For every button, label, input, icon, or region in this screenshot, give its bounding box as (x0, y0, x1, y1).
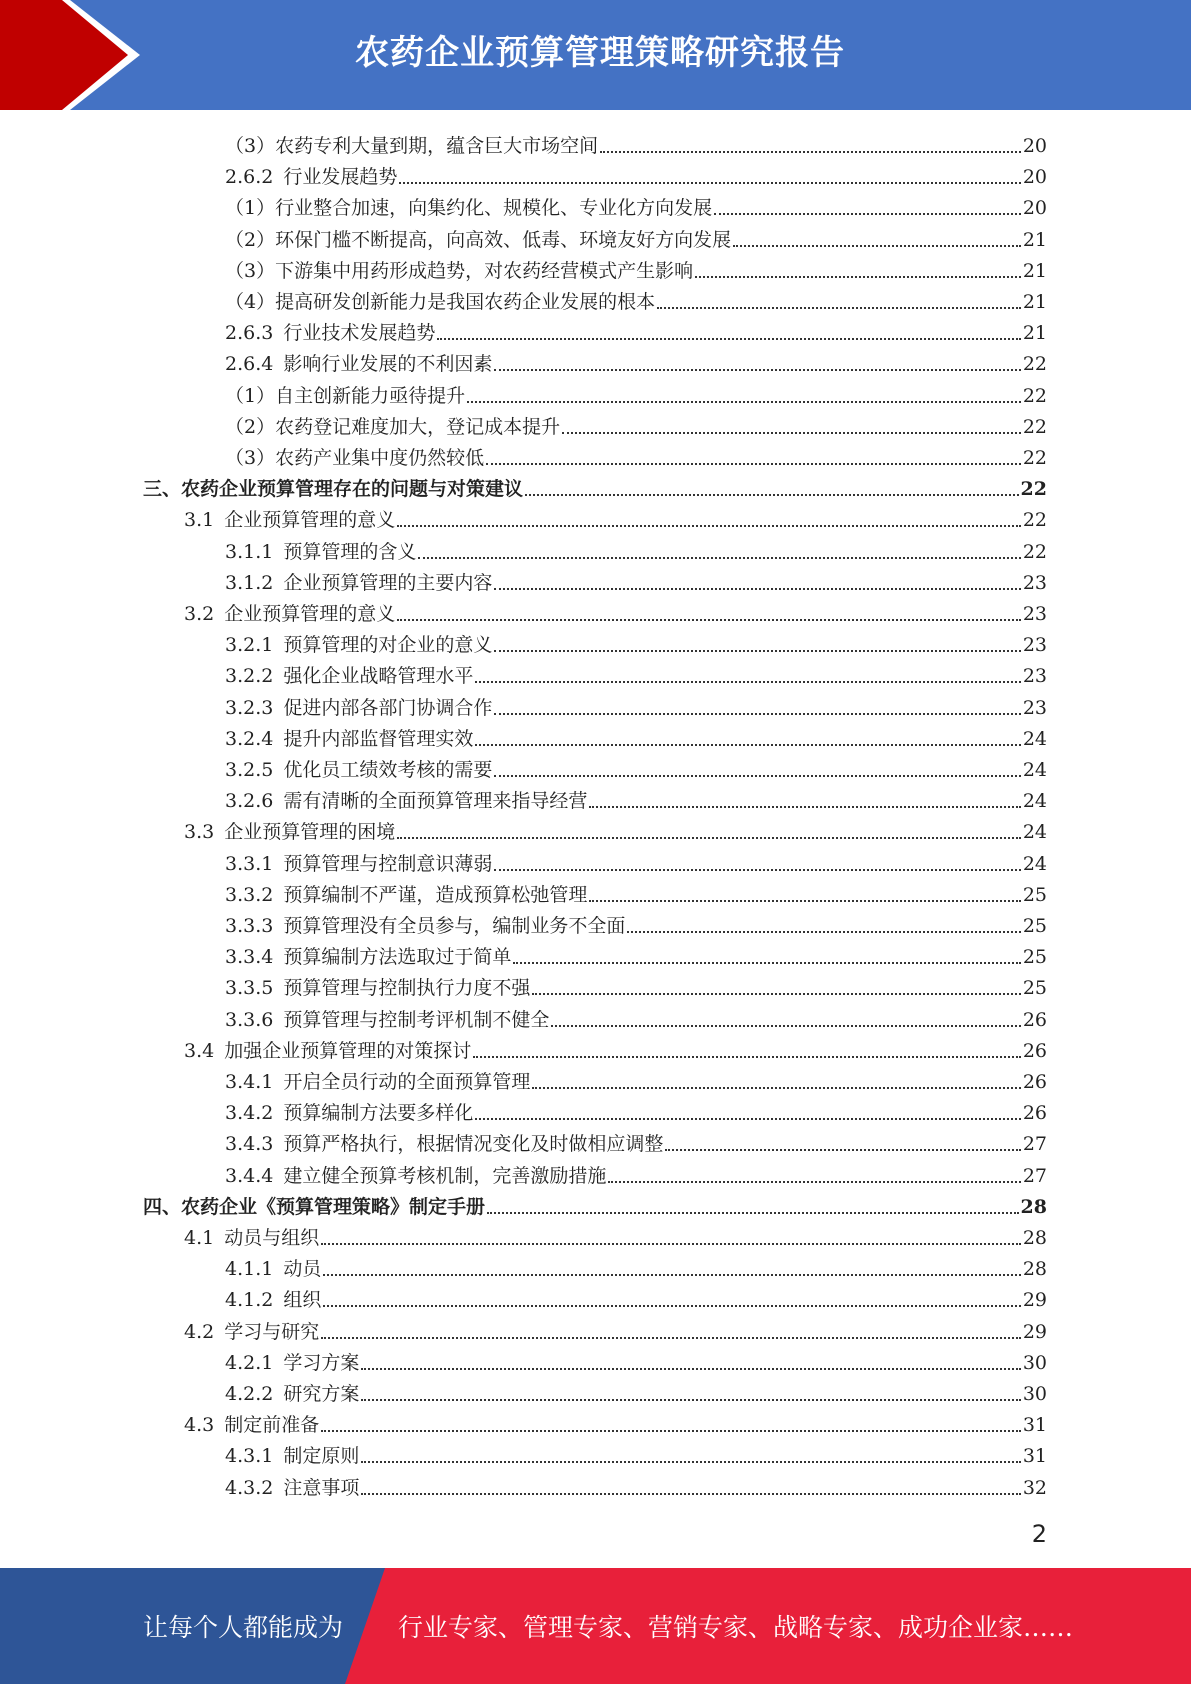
toc-entry[interactable] (225, 1282, 1047, 1312)
toc-entry-label: 预算严格执行，根据情况变化及时做相应调整 (283, 1133, 664, 1156)
toc-entry[interactable] (225, 721, 1047, 751)
toc-entry-page: 25 (1022, 977, 1047, 1000)
toc-entry-page: 26 (1022, 1039, 1047, 1062)
toc-entry-label: （3）下游集中用药形成趋势，对农药经营模式产生影响 (225, 259, 694, 282)
toc-entry-number: 3.2.1 (225, 634, 274, 657)
toc-entry-page: 21 (1022, 259, 1047, 282)
toc-entry-page: 23 (1022, 603, 1047, 625)
toc-entry[interactable] (184, 596, 1047, 626)
toc-dot-leader (551, 1024, 1020, 1027)
toc-dot-leader (657, 306, 1021, 309)
toc-entry-label: （1）自主创新能力亟待提升 (225, 384, 466, 407)
toc-entry[interactable] (225, 128, 1047, 158)
toc-entry-label: 优化员工绩效考核的需要 (283, 759, 493, 781)
toc-dot-leader (321, 1336, 1021, 1339)
toc-dot-leader (475, 680, 1020, 683)
toc-entry-label: （2）农药登记难度加大，登记成本提升 (225, 415, 561, 438)
toc-dot-leader (532, 992, 1020, 995)
toc-dot-leader (361, 1367, 1020, 1370)
toc-entry-number: 3.4.2 (225, 1102, 274, 1125)
toc-dot-leader (323, 1273, 1020, 1276)
toc-dot-leader (473, 1055, 1021, 1058)
toc-entry-label: （4）提高研发创新能力是我国农药企业发展的根本 (225, 291, 656, 313)
toc-entry-label: 企业预算管理的困境 (224, 821, 396, 844)
toc-entry[interactable] (225, 1470, 1047, 1500)
toc-dot-leader (361, 1460, 1020, 1463)
toc-entry[interactable] (225, 1345, 1047, 1375)
toc-entry-number: 3.3.2 (225, 883, 274, 906)
toc-entry[interactable] (225, 877, 1047, 907)
toc-entry-label: 注意事项 (283, 1476, 360, 1499)
toc-dot-leader (494, 368, 1020, 371)
toc-entry[interactable] (225, 253, 1047, 283)
toc-entry[interactable] (143, 471, 1047, 501)
toc-entry-page: 26 (1022, 1008, 1047, 1031)
toc-entry-page: 29 (1022, 1289, 1047, 1312)
toc-entry-label: （1）行业整合加速，向集约化、规模化、专业化方向发展 (225, 197, 713, 220)
toc-entry[interactable] (225, 1126, 1047, 1156)
toc-entry-label: （2）环保门槛不断提高，向高效、低毒、环境友好方向发展 (225, 228, 732, 251)
toc-entry-page: 31 (1022, 1414, 1047, 1437)
toc-dot-leader (665, 1148, 1020, 1151)
page-header (0, 0, 1191, 110)
toc-entry-page: 22 (1022, 415, 1047, 438)
toc-entry-number: 3.4 (184, 1039, 215, 1062)
toc-entry-page: 21 (1022, 228, 1047, 251)
toc-dot-leader (321, 1429, 1021, 1432)
toc-entry[interactable] (225, 752, 1047, 782)
toc-entry-page: 29 (1022, 1320, 1047, 1343)
toc-dot-leader (475, 743, 1020, 746)
toc-entry-page: 28 (1022, 1258, 1047, 1281)
toc-entry-label: 三、农药企业预算管理存在的问题与对策建议 (143, 478, 524, 501)
toc-entry-number: 3.3.4 (225, 946, 274, 969)
toc-entry-label: 企业预算管理的意义 (224, 509, 396, 532)
toc-entry[interactable] (225, 315, 1047, 345)
toc-entry-number: 3.4.4 (225, 1164, 274, 1187)
footer-slogan-left: 让每个人都能成为 (143, 1613, 344, 1642)
toc-dot-leader (361, 1492, 1020, 1495)
toc-dot-leader (397, 836, 1021, 839)
toc-entry-label: 组织 (283, 1289, 322, 1312)
toc-dot-leader (494, 868, 1020, 871)
toc-entry-label: 研究方案 (283, 1383, 360, 1405)
toc-entry-page: 22 (1022, 447, 1047, 469)
toc-entry-label: 企业预算管理的意义 (224, 603, 396, 625)
toc-entry-page: 26 (1022, 1102, 1047, 1125)
toc-entry-number: 2.6.2 (225, 166, 274, 189)
toc-entry-page: 30 (1022, 1383, 1047, 1405)
toc-entry-number: 3.4.1 (225, 1071, 274, 1093)
toc-dot-leader (513, 961, 1020, 964)
toc-dot-leader (494, 587, 1020, 590)
toc-dot-leader (589, 899, 1020, 902)
toc-entry-number: 3.3.3 (225, 915, 274, 937)
toc-entry[interactable] (184, 1033, 1047, 1063)
toc-entry[interactable] (184, 502, 1047, 532)
toc-dot-leader (695, 275, 1021, 278)
toc-entry-page: 28 (1022, 1227, 1047, 1249)
toc-entry-label: 学习与研究 (224, 1320, 320, 1343)
toc-entry[interactable] (225, 970, 1047, 1000)
page-number: 2 (1031, 1520, 1047, 1548)
toc-entry-label: 动员 (283, 1258, 322, 1281)
toc-entry-label: 开启全员行动的全面预算管理 (283, 1071, 531, 1093)
toc-entry-number: 3.2.3 (225, 696, 274, 719)
toc-dot-leader (397, 618, 1021, 621)
toc-entry[interactable] (225, 1064, 1047, 1094)
toc-dot-leader (532, 1086, 1020, 1089)
toc-dot-leader (525, 493, 1019, 496)
toc-entry-page: 24 (1022, 727, 1047, 750)
toc-dot-leader (733, 244, 1021, 247)
page-footer (0, 1568, 1191, 1684)
toc-entry-number: 3.2.2 (225, 665, 274, 688)
toc-dot-leader (467, 400, 1021, 403)
toc-entry[interactable] (225, 846, 1047, 876)
toc-dot-leader (399, 181, 1020, 184)
toc-entry-label: 预算管理的对企业的意义 (283, 634, 493, 657)
toc-entry[interactable] (225, 939, 1047, 969)
report-title: 农药企业预算管理策略研究报告 (355, 33, 845, 73)
toc-entry-number: 3.2.5 (225, 759, 274, 781)
toc-entry-label: 促进内部各部门协调合作 (283, 696, 493, 719)
toc-entry-number: 4.2 (184, 1320, 215, 1343)
toc-entry-number: 3.2 (184, 603, 215, 625)
toc-entry[interactable] (143, 1189, 1047, 1219)
toc-entry[interactable] (225, 1438, 1047, 1468)
toc-entry-label: 预算编制不严谨，造成预算松弛管理 (283, 883, 588, 906)
toc-entry-label: 预算编制方法要多样化 (283, 1102, 474, 1125)
toc-entry-page: 32 (1022, 1476, 1047, 1499)
toc-entry-number: 3.3 (184, 821, 215, 844)
toc-entry-number: 2.6.3 (225, 322, 274, 345)
toc-entry[interactable] (225, 1251, 1047, 1281)
toc-entry-number: 3.1 (184, 509, 215, 532)
toc-entry-page: 25 (1022, 883, 1047, 906)
toc-dot-leader (608, 1180, 1020, 1183)
toc-entry-label: 影响行业发展的不利因素 (283, 353, 493, 376)
toc-entry-page: 21 (1022, 322, 1047, 345)
toc-entry-label: 预算管理没有全员参与，编制业务不全面 (283, 915, 626, 937)
toc-entry-number: 2.6.4 (225, 353, 274, 376)
toc-entry-label: 预算编制方法选取过于简单 (283, 946, 512, 969)
toc-entry-label: 制定前准备 (224, 1414, 320, 1437)
toc-entry-number: 3.3.1 (225, 852, 274, 875)
toc-dot-leader (437, 337, 1020, 340)
toc-entry-page: 25 (1022, 915, 1047, 937)
toc-entry-number: 4.1.2 (225, 1289, 274, 1312)
toc-entry-label: 建立健全预算考核机制，完善激励措施 (283, 1164, 607, 1187)
toc-entry-number: 4.2.2 (225, 1383, 274, 1405)
toc-entry-label: 制定原则 (283, 1445, 360, 1468)
toc-entry-page: 27 (1022, 1133, 1047, 1156)
toc-entry-page: 22 (1022, 509, 1047, 532)
toc-dot-leader (361, 1398, 1020, 1401)
toc-entry-label: 强化企业战略管理水平 (283, 665, 474, 688)
toc-entry[interactable] (225, 627, 1047, 657)
toc-entry-label: 行业发展趋势 (283, 166, 398, 189)
toc-entry[interactable] (225, 690, 1047, 720)
toc-entry-label: 动员与组织 (224, 1227, 320, 1249)
toc-entry[interactable] (184, 1314, 1047, 1344)
toc-dot-leader (418, 556, 1020, 559)
toc-entry-label: 预算管理与控制意识薄弱 (283, 852, 493, 875)
toc-entry-number: 3.1.2 (225, 571, 274, 594)
footer-slogan-right: 行业专家、管理专家、营销专家、战略专家、成功企业家…… (398, 1613, 1074, 1642)
toc-entry-page: 22 (1022, 353, 1047, 376)
toc-entry-page: 22 (1020, 478, 1047, 501)
toc-entry[interactable] (225, 1158, 1047, 1188)
toc-entry[interactable] (225, 222, 1047, 252)
toc-entry-page: 24 (1022, 759, 1047, 781)
toc-dot-leader (494, 649, 1020, 652)
toc-entry-label: 行业技术发展趋势 (283, 322, 436, 345)
toc-entry-page: 30 (1022, 1351, 1047, 1374)
toc-entry[interactable] (225, 346, 1047, 376)
toc-entry-number: 3.3.5 (225, 977, 274, 1000)
toc-entry-page: 25 (1022, 946, 1047, 969)
toc-entry[interactable] (225, 378, 1047, 408)
toc-entry-number: 3.4.3 (225, 1133, 274, 1156)
toc-entry-label: 需有清晰的全面预算管理来指导经营 (283, 790, 588, 813)
toc-entry-page: 24 (1022, 790, 1047, 813)
toc-entry-page: 24 (1022, 821, 1047, 844)
toc-entry[interactable] (225, 1095, 1047, 1125)
toc-entry-number: 4.3.1 (225, 1445, 274, 1468)
toc-entry-page: 22 (1022, 540, 1047, 563)
toc-entry[interactable] (225, 159, 1047, 189)
toc-entry-label: 企业预算管理的主要内容 (283, 571, 493, 594)
toc-entry-page: 24 (1022, 852, 1047, 875)
toc-dot-leader (494, 774, 1020, 777)
toc-entry[interactable] (225, 908, 1047, 938)
toc-dot-leader (486, 462, 1021, 465)
toc-entry[interactable] (225, 284, 1047, 314)
toc-dot-leader (321, 1242, 1021, 1245)
toc-entry[interactable] (225, 658, 1047, 688)
toc-entry-number: 4.3.2 (225, 1476, 274, 1499)
toc-entry-label: 预算管理与控制考评机制不健全 (283, 1008, 550, 1031)
toc-entry-label: （3）农药专利大量到期，蕴含巨大市场空间 (225, 135, 599, 157)
toc-entry-label: 提升内部监督管理实效 (283, 727, 474, 750)
toc-entry[interactable] (225, 190, 1047, 220)
toc-dot-leader (323, 1304, 1020, 1307)
toc-entry-page: 26 (1022, 1071, 1047, 1093)
toc-dot-leader (475, 1117, 1020, 1120)
toc-dot-leader (494, 712, 1020, 715)
toc-entry-page: 20 (1022, 197, 1047, 220)
toc-entry-page: 22 (1022, 384, 1047, 407)
toc-entry-page: 23 (1022, 696, 1047, 719)
toc-entry-label: 预算管理的含义 (283, 540, 417, 563)
toc-entry-label: 四、农药企业《预算管理策略》制定手册 (143, 1195, 486, 1218)
toc-entry-page: 20 (1022, 166, 1047, 189)
toc-entry[interactable] (184, 814, 1047, 844)
toc-dot-leader (600, 150, 1021, 153)
toc-entry-label: 预算管理与控制执行力度不强 (283, 977, 531, 1000)
toc-entry[interactable] (225, 409, 1047, 439)
toc-entry-number: 3.3.6 (225, 1008, 274, 1031)
toc-entry-number: 3.1.1 (225, 540, 274, 563)
toc-entry-number: 4.3 (184, 1414, 215, 1437)
toc-entry[interactable] (225, 565, 1047, 595)
toc-dot-leader (397, 524, 1021, 527)
toc-entry-page: 27 (1022, 1164, 1047, 1187)
toc-dot-leader (589, 805, 1020, 808)
toc-dot-leader (714, 212, 1021, 215)
toc-entry-page: 21 (1022, 291, 1047, 313)
toc-entry-number: 4.1.1 (225, 1258, 274, 1281)
toc-entry-number: 3.2.6 (225, 790, 274, 813)
toc-entry-page: 23 (1022, 571, 1047, 594)
toc-entry[interactable] (225, 1376, 1047, 1406)
toc-entry-page: 20 (1022, 135, 1047, 157)
toc-entry-page: 23 (1022, 634, 1047, 657)
toc-dot-leader (487, 1211, 1019, 1214)
toc-entry[interactable] (184, 1407, 1047, 1437)
toc-entry[interactable] (225, 534, 1047, 564)
toc-entry[interactable] (225, 440, 1047, 470)
toc-entry[interactable] (225, 783, 1047, 813)
toc-entry[interactable] (225, 1002, 1047, 1032)
toc-dot-leader (627, 930, 1020, 933)
toc-entry-number: 4.2.1 (225, 1351, 274, 1374)
toc-entry-label: （3）农药产业集中度仍然较低 (225, 447, 485, 469)
toc-dot-leader (562, 431, 1021, 434)
toc-entry-page: 31 (1022, 1445, 1047, 1468)
toc-entry-number: 4.1 (184, 1227, 215, 1249)
toc-entry-number: 3.2.4 (225, 727, 274, 750)
toc-entry-page: 23 (1022, 665, 1047, 688)
toc-entry-label: 学习方案 (283, 1351, 360, 1374)
toc-entry-page: 28 (1020, 1195, 1047, 1218)
toc-entry-label: 加强企业预算管理的对策探讨 (224, 1039, 472, 1062)
toc-entry[interactable] (184, 1220, 1047, 1250)
